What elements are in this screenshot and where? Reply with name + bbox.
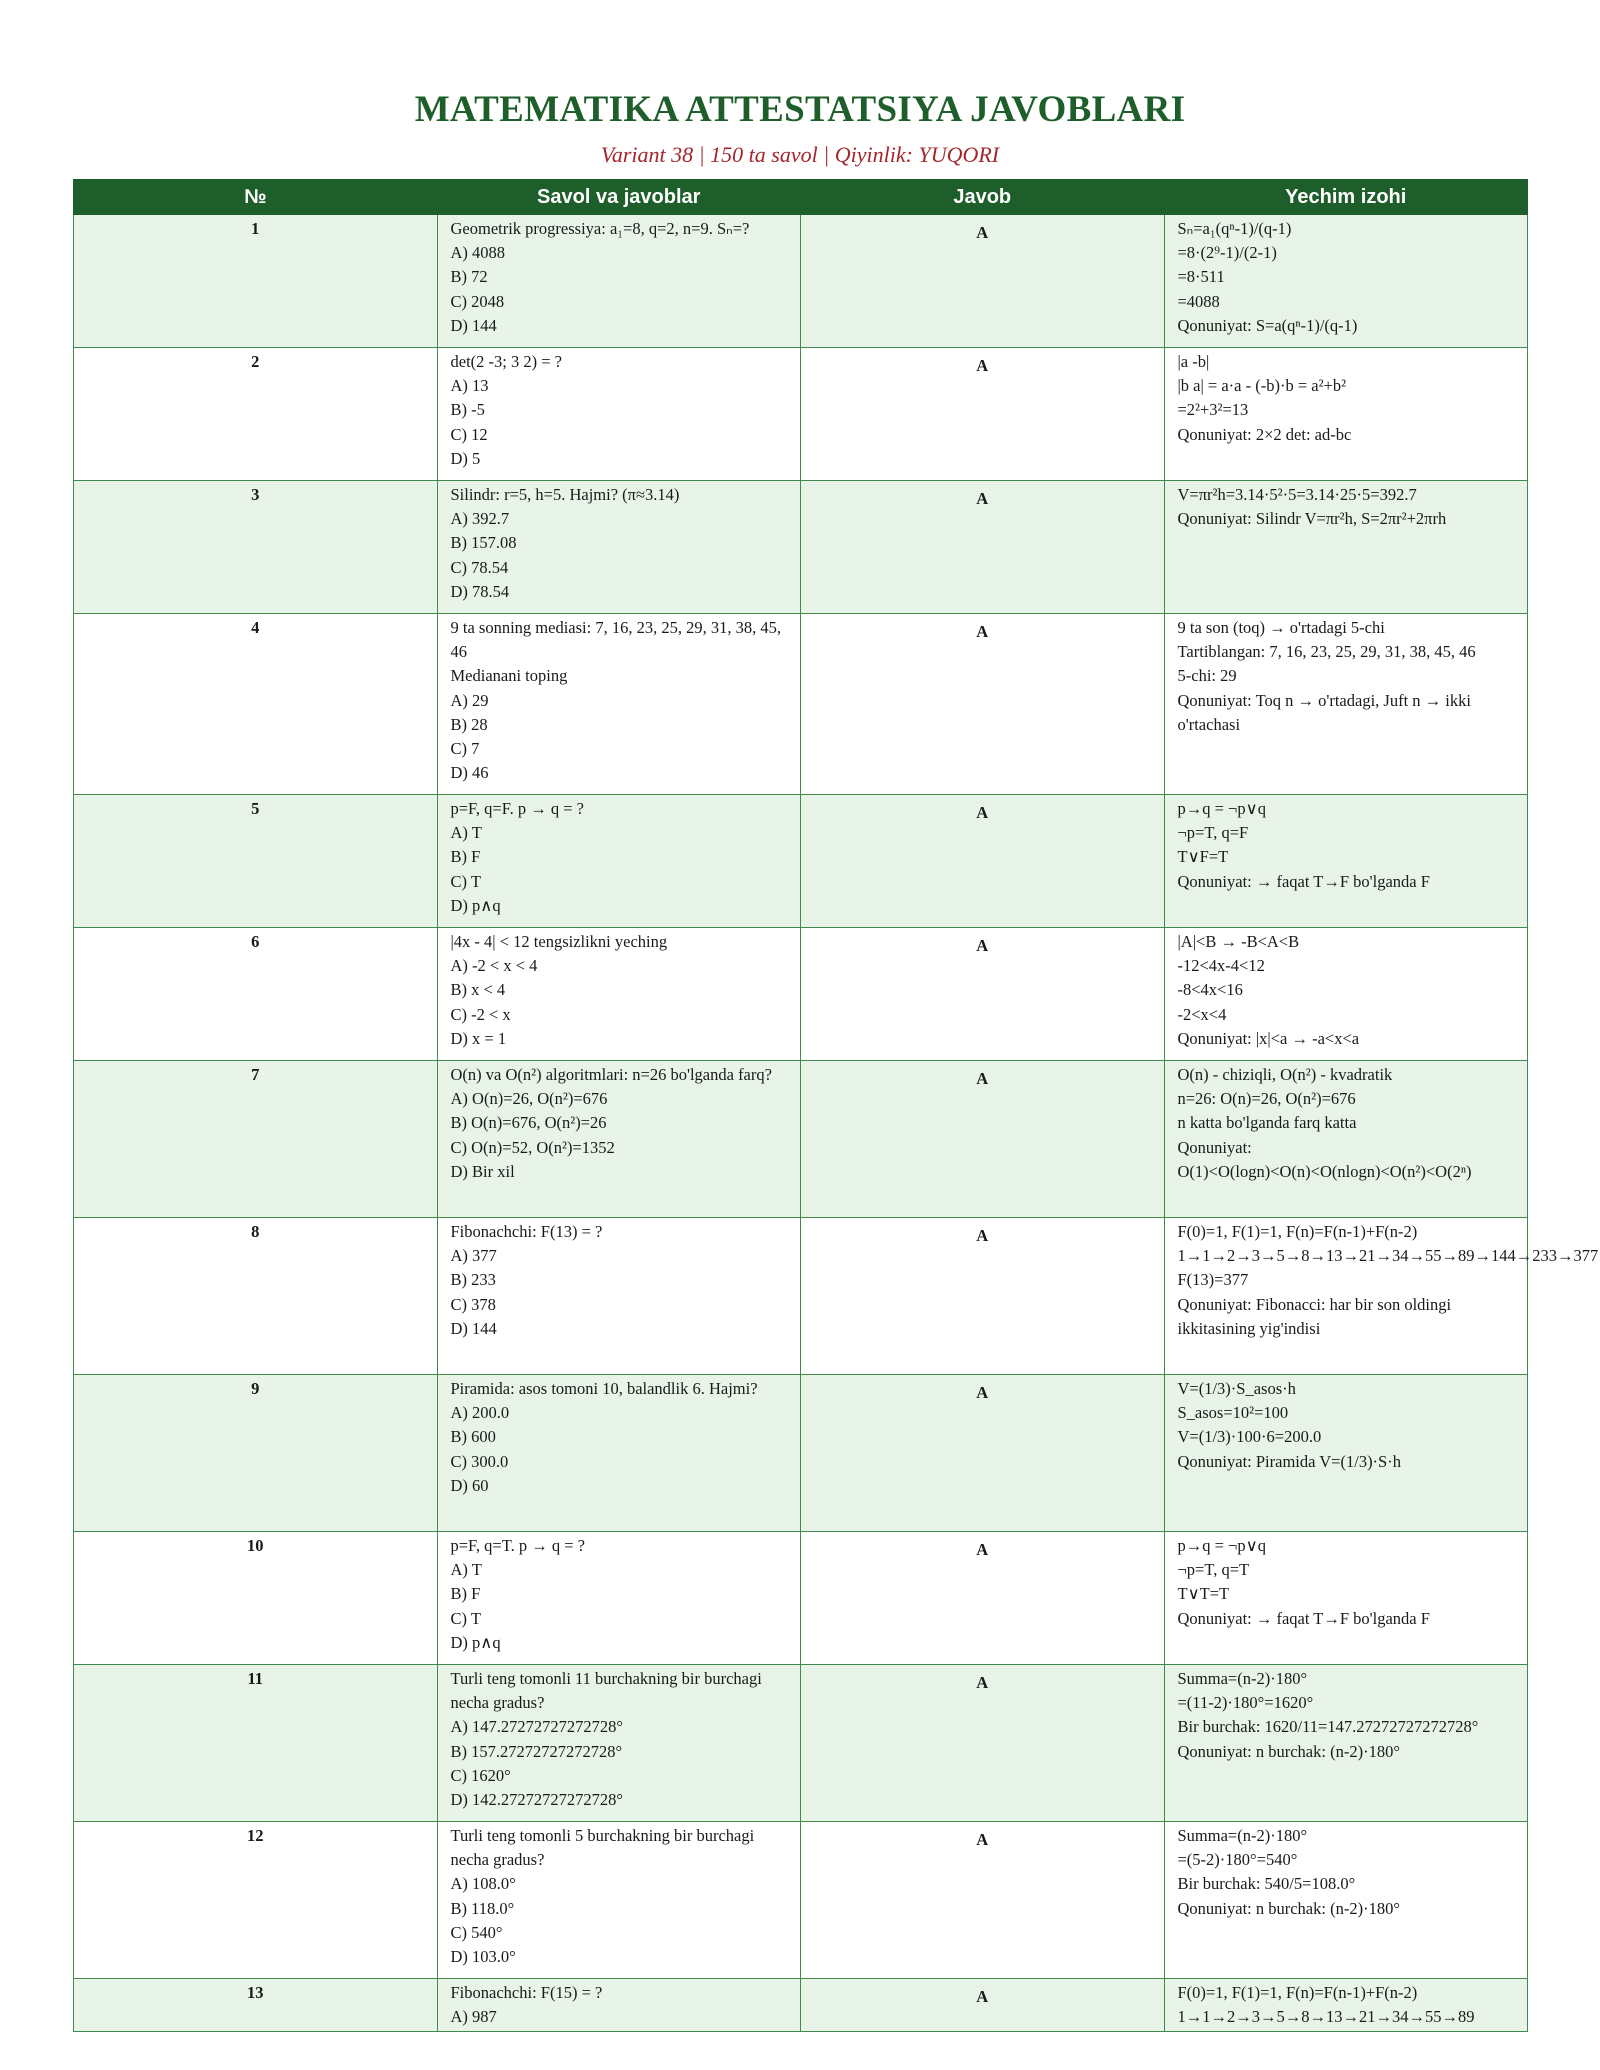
- answer-option: A) 29: [450, 690, 489, 710]
- solution-line: -2<x<4: [1177, 1004, 1227, 1024]
- answers-table: [73, 179, 1599, 2032]
- answer-option: C) 2048: [450, 291, 505, 311]
- question-cell: [437, 1375, 801, 1532]
- table-row: [74, 1665, 1528, 1822]
- solution-line: Qonuniyat: n burchak: (n-2)·180°: [1177, 1898, 1400, 1918]
- question-cell: [437, 795, 801, 928]
- answer-option: B) O(n)=676, O(n²)=26: [450, 1113, 607, 1133]
- table-row: [74, 348, 1528, 481]
- question-number: 10: [74, 1532, 438, 1665]
- answer-option: A) 987: [450, 2007, 497, 2027]
- solution-line: |A|<B → -B<A<B: [1177, 932, 1300, 951]
- answer-option: A) O(n)=26, O(n²)=676: [450, 1089, 608, 1109]
- question-cell: [437, 481, 801, 614]
- question-number: 13: [74, 1979, 438, 2032]
- solution-line: Qonuniyat: → faqat T→F bo'lganda F: [1177, 1608, 1430, 1628]
- solution-cell: [1164, 1979, 1528, 2032]
- solution-line: V=πr²h=3.14·5²·5=3.14·25·5=392.7: [1177, 485, 1417, 504]
- question-cell: [437, 614, 801, 795]
- question-cell: [437, 1061, 801, 1218]
- solution-line: Qonuniyat: → faqat T→F bo'lganda F: [1177, 871, 1430, 891]
- solution-line: S_asos=10²=100: [1177, 1403, 1289, 1423]
- solution-line: =8·(2⁹-1)/(2-1): [1177, 243, 1277, 263]
- solution-line: Summa=(n-2)·180°: [1177, 1826, 1308, 1845]
- solution-line: 1→1→2→3→5→8→13→21→34→55→89: [1177, 2007, 1475, 2027]
- correct-answer: A: [801, 795, 1165, 928]
- answer-option: C) 378: [450, 1294, 496, 1314]
- answer-option: D) 142.27272727272728°: [450, 1790, 624, 1810]
- correct-answer: A: [801, 1665, 1165, 1822]
- question-number: 1: [74, 215, 438, 348]
- solution-line: Qonuniyat: Silindr V=πr²h, S=2πr²+2πrh: [1177, 509, 1447, 529]
- column-header-solution: Yechim izohi: [1164, 180, 1528, 215]
- solution-line: |b a| = a·a - (-b)·b = a²+b²: [1177, 376, 1347, 396]
- question-cell: [437, 928, 801, 1061]
- question-cell: [437, 1979, 801, 2032]
- solution-line: Qonuniyat: n burchak: (n-2)·180°: [1177, 1741, 1400, 1761]
- solution-line: =(5-2)·180°=540°: [1177, 1850, 1298, 1870]
- solution-cell: [1164, 1665, 1528, 1822]
- answer-option: D) 5: [450, 448, 481, 468]
- solution-line: Qonuniyat: Piramida V=(1/3)·S·h: [1177, 1451, 1401, 1471]
- column-header-question: Savol va javoblar: [437, 180, 801, 215]
- question-cell: [437, 1665, 801, 1822]
- solution-cell: [1164, 614, 1528, 795]
- table-row: [74, 1532, 1528, 1665]
- solution-line: Qonuniyat: S=a(qⁿ-1)/(q-1): [1177, 315, 1358, 335]
- question-text: Piramida: asos tomoni 10, balandlik 6. Hajmi?: [450, 1379, 758, 1398]
- question-cell: [437, 1532, 801, 1665]
- solution-cell: [1164, 481, 1528, 614]
- table-row: [74, 1979, 1528, 2032]
- answer-option: D) 46: [450, 763, 489, 783]
- column-header-number: №: [74, 180, 438, 215]
- question-text: 9 ta sonning mediasi: 7, 16, 23, 25, 29, 31, 38, 45, 46: [450, 618, 781, 662]
- correct-answer: A: [801, 614, 1165, 795]
- question-text: Fibonachchi: F(15) = ?: [450, 1983, 603, 2002]
- answer-option: C) T: [450, 871, 481, 891]
- solution-cell: [1164, 348, 1528, 481]
- answer-option: C) 78.54: [450, 557, 509, 577]
- answer-option: A) 377: [450, 1246, 497, 1266]
- answer-option: B) F: [450, 1584, 481, 1604]
- solution-line: 1→1→2→3→5→8→13→21→34→55→89→144→233→377: [1177, 1246, 1599, 1266]
- page-title: MATEMATIKA ATTESTATSIYA JAVOBLARI: [414, 89, 1186, 130]
- correct-answer: A: [801, 1979, 1165, 2032]
- answer-option: B) 157.08: [450, 533, 517, 553]
- solution-line: Qonuniyat: Toq n → o'rtadagi, Juft n → ikki o'rtachasi: [1177, 690, 1471, 734]
- question-number: 5: [74, 795, 438, 928]
- correct-answer: A: [801, 1061, 1165, 1218]
- answer-option: C) 1620°: [450, 1765, 511, 1785]
- answer-option: B) F: [450, 847, 481, 867]
- answer-option: D) Bir xil: [450, 1161, 515, 1181]
- question-text: O(n) va O(n²) algoritmlari: n=26 bo'lganda farq?: [450, 1065, 772, 1084]
- answer-option: D) 60: [450, 1475, 489, 1495]
- answer-option: D) x = 1: [450, 1028, 507, 1048]
- answer-option: D) 103.0°: [450, 1947, 516, 1967]
- solution-line: Summa=(n-2)·180°: [1177, 1669, 1308, 1688]
- question-cell: [437, 1218, 801, 1375]
- question-text: det(2 -3; 3 2) = ?: [450, 352, 562, 371]
- solution-line: Qonuniyat: |x|<a → -a<x<a: [1177, 1028, 1360, 1048]
- solution-line: ¬p=T, q=T: [1177, 1560, 1250, 1580]
- solution-line: V=(1/3)·S_asos·h: [1177, 1379, 1296, 1398]
- table-row: [74, 1375, 1528, 1532]
- solution-line: F(0)=1, F(1)=1, F(n)=F(n-1)+F(n-2): [1177, 1983, 1418, 2002]
- answer-option: B) 157.27272727272728°: [450, 1741, 623, 1761]
- answer-option: D) 144: [450, 315, 497, 335]
- answer-option: B) x < 4: [450, 980, 506, 1000]
- answer-option: B) -5: [450, 400, 485, 420]
- solution-line: V=(1/3)·100·6=200.0: [1177, 1427, 1322, 1447]
- solution-line: -12<4x-4<12: [1177, 956, 1265, 976]
- answer-option: A) 147.27272727272728°: [450, 1717, 624, 1737]
- correct-answer: A: [801, 348, 1165, 481]
- answer-option: A) 4088: [450, 243, 506, 263]
- answer-option: Medianani toping: [450, 666, 568, 686]
- solution-line: Bir burchak: 540/5=108.0°: [1177, 1874, 1356, 1894]
- solution-line: 9 ta son (toq) → o'rtadagi 5-chi: [1177, 618, 1385, 637]
- question-text: Turli teng tomonli 5 burchakning bir burchagi necha gradus?: [450, 1826, 755, 1870]
- question-text: Silindr: r=5, h=5. Hajmi? (π≈3.14): [450, 485, 680, 504]
- table-row: [74, 928, 1528, 1061]
- solution-cell: [1164, 1532, 1528, 1665]
- solution-line: n=26: O(n)=26, O(n²)=676: [1177, 1089, 1356, 1109]
- solution-line: T∨T=T: [1177, 1584, 1230, 1604]
- answer-option: D) p∧q: [450, 1632, 501, 1652]
- correct-answer: A: [801, 1532, 1165, 1665]
- question-number: 3: [74, 481, 438, 614]
- answer-option: B) 233: [450, 1270, 496, 1290]
- table-header: [74, 180, 1528, 215]
- answer-option: D) p∧q: [450, 895, 501, 915]
- solution-line: ¬p=T, q=F: [1177, 823, 1249, 843]
- question-cell: [437, 1822, 801, 1979]
- question-number: 7: [74, 1061, 438, 1218]
- table-row: [74, 215, 1528, 348]
- solution-line: =(11-2)·180°=1620°: [1177, 1693, 1314, 1713]
- question-number: 4: [74, 614, 438, 795]
- solution-line: F(13)=377: [1177, 1270, 1249, 1290]
- question-number: 8: [74, 1218, 438, 1375]
- solution-cell: [1164, 1375, 1528, 1532]
- answer-option: C) 300.0: [450, 1451, 509, 1471]
- question-number: 2: [74, 348, 438, 481]
- solution-line: n katta bo'lganda farq katta: [1177, 1113, 1357, 1133]
- solution-line: Tartiblangan: 7, 16, 23, 25, 29, 31, 38, 45, 46: [1177, 642, 1476, 662]
- answer-option: C) -2 < x: [450, 1004, 511, 1024]
- answer-option: C) 540°: [450, 1922, 503, 1942]
- table-row: [74, 1218, 1528, 1375]
- answer-option: A) -2 < x < 4: [450, 956, 538, 976]
- solution-cell: [1164, 215, 1528, 348]
- solution-line: p→q = ¬p∨q: [1177, 799, 1266, 818]
- solution-line: F(0)=1, F(1)=1, F(n)=F(n-1)+F(n-2): [1177, 1222, 1418, 1241]
- solution-line: Sₙ=a₁(qⁿ-1)/(q-1): [1177, 219, 1292, 238]
- question-cell: [437, 215, 801, 348]
- answer-option: C) 12: [450, 424, 488, 444]
- correct-answer: A: [801, 928, 1165, 1061]
- table-row: [74, 1822, 1528, 1979]
- solution-line: =2²+3²=13: [1177, 400, 1249, 420]
- solution-cell: [1164, 928, 1528, 1061]
- question-number: 9: [74, 1375, 438, 1532]
- page-subtitle: Variant 38 | 150 ta savol | Qiyinlik: YUQORI: [600, 142, 1000, 167]
- answer-option: A) 13: [450, 376, 489, 396]
- answer-option: C) O(n)=52, O(n²)=1352: [450, 1137, 615, 1157]
- correct-answer: A: [801, 1822, 1165, 1979]
- solution-line: p→q = ¬p∨q: [1177, 1536, 1266, 1555]
- solution-line: T∨F=T: [1177, 847, 1229, 867]
- solution-line: |a -b|: [1177, 352, 1210, 371]
- answer-option: C) T: [450, 1608, 481, 1628]
- question-text: |4x - 4| < 12 tengsizlikni yeching: [450, 932, 668, 951]
- table-row: [74, 481, 1528, 614]
- table-body: [74, 215, 1599, 2032]
- question-text: p=F, q=F. p → q = ?: [450, 799, 584, 818]
- solution-cell: [1164, 795, 1528, 928]
- question-cell: [437, 348, 801, 481]
- answer-option: B) 28: [450, 714, 488, 734]
- solution-line: -8<4x<16: [1177, 980, 1243, 1000]
- question-number: 12: [74, 1822, 438, 1979]
- answer-option: D) 144: [450, 1318, 497, 1338]
- question-text: Fibonachchi: F(13) = ?: [450, 1222, 603, 1241]
- correct-answer: A: [801, 481, 1165, 614]
- solution-line: Qonuniyat:: [1177, 1137, 1252, 1157]
- correct-answer: A: [801, 1375, 1165, 1532]
- answer-option: D) 78.54: [450, 581, 510, 601]
- solution-line: =4088: [1177, 291, 1220, 311]
- answer-option: B) 600: [450, 1427, 496, 1447]
- question-number: 11: [74, 1665, 438, 1822]
- table-row: [74, 1061, 1528, 1218]
- question-text: p=F, q=T. p → q = ?: [450, 1536, 585, 1555]
- question-number: 6: [74, 928, 438, 1061]
- correct-answer: A: [801, 215, 1165, 348]
- column-header-answer: Javob: [801, 180, 1165, 215]
- table-row: [74, 614, 1528, 795]
- solution-line: Qonuniyat: Fibonacci: har bir son oldingi ikkitasining yig'indisi: [1177, 1294, 1452, 1338]
- answer-option: A) 392.7: [450, 509, 510, 529]
- solution-line: =8·511: [1177, 267, 1225, 287]
- question-text: Turli teng tomonli 11 burchakning bir burchagi necha gradus?: [450, 1669, 762, 1713]
- solution-cell: [1164, 1061, 1528, 1218]
- answer-option: B) 118.0°: [450, 1898, 515, 1918]
- correct-answer: A: [801, 1218, 1165, 1375]
- question-text: Geometrik progressiya: a₁=8, q=2, n=9. Sₙ=?: [450, 219, 750, 238]
- answer-option: A) 108.0°: [450, 1874, 516, 1894]
- solution-line: Bir burchak: 1620/11=147.27272727272728°: [1177, 1717, 1479, 1737]
- answer-option: C) 7: [450, 739, 480, 759]
- answer-option: A) T: [450, 823, 482, 843]
- answer-option: B) 72: [450, 267, 488, 287]
- solution-line: Qonuniyat: 2×2 det: ad-bc: [1177, 424, 1352, 444]
- table-row: [74, 795, 1528, 928]
- solution-cell: [1164, 1218, 1599, 1375]
- solution-line: 5-chi: 29: [1177, 666, 1237, 686]
- answer-option: A) T: [450, 1560, 482, 1580]
- solution-cell: [1164, 1822, 1528, 1979]
- solution-line: O(n) - chiziqli, O(n²) - kvadratik: [1177, 1065, 1393, 1084]
- answer-option: A) 200.0: [450, 1403, 510, 1423]
- solution-line: O(1)<O(logn)<O(n)<O(nlogn)<O(n²)<O(2ⁿ): [1177, 1161, 1472, 1181]
